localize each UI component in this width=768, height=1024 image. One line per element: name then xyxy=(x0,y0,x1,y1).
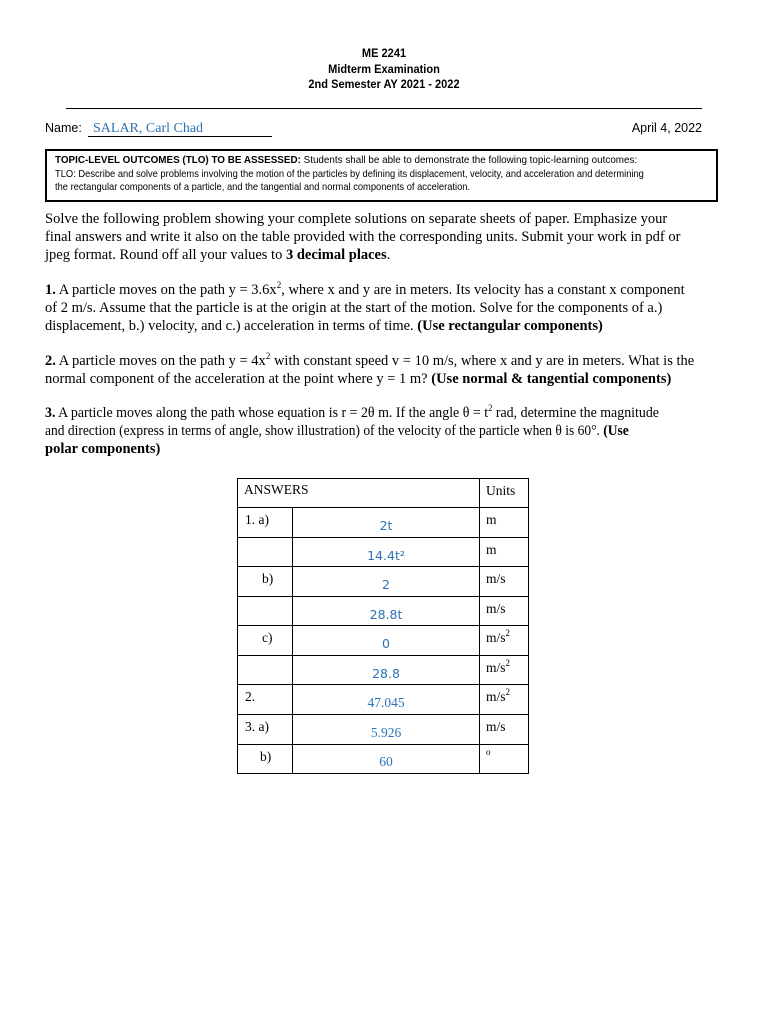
answer-value xyxy=(293,508,480,538)
answer-unit xyxy=(480,538,529,567)
table-row xyxy=(238,597,529,626)
problem-2-exponent: 2 xyxy=(265,351,271,361)
answer-label-text xyxy=(245,656,292,660)
answer-label-text xyxy=(245,597,292,601)
problem-1-text-b: , where x and y are in meters. Its velocity has a constant x component xyxy=(281,282,685,298)
exam-term: 2nd Semester AY 2021 - 2022 xyxy=(308,77,460,91)
answer-label-text: 1. a) xyxy=(245,512,269,527)
answer-value-text: 60 xyxy=(379,754,393,769)
instructions-line-2: final answers and write it also on the table provided with the corresponding units. Submit your work in pdf or xyxy=(45,229,681,245)
answer-unit-text: m xyxy=(486,512,497,527)
answer-label-text: 3. a) xyxy=(245,719,269,734)
problem-3-method-b: polar components) xyxy=(45,441,161,457)
answer-unit-text: m/s xyxy=(486,689,506,704)
problem-2-number: 2. xyxy=(45,353,56,369)
answer-unit xyxy=(480,745,529,774)
table-row xyxy=(238,715,529,745)
problem-3-exponent: 2 xyxy=(488,403,493,413)
problem-1-method: (Use rectangular components) xyxy=(417,318,603,334)
problem-3 xyxy=(45,404,725,458)
answer-label-text: b) xyxy=(262,571,274,586)
answer-label xyxy=(238,626,293,656)
answer-unit-text: m/s xyxy=(486,660,506,675)
problem-3-line-2: and direction (express in terms of angle, show illustration) of the velocity of the particle when θ is 60°. xyxy=(45,423,604,439)
student-name: SALAR, Carl Chad xyxy=(88,121,272,137)
answer-value xyxy=(293,538,480,567)
answer-unit xyxy=(480,508,529,538)
answer-value xyxy=(293,715,480,745)
exam-title: Midterm Examination xyxy=(328,61,440,76)
problem-2-line-2: normal component of the acceleration at the point where y = 1 m? xyxy=(45,371,432,387)
problem-2-text-b: with constant speed v = 10 m/s, where x and y are in meters. What is the xyxy=(270,353,695,369)
answer-unit xyxy=(480,567,529,597)
problem-1-line-2: of 2 m/s. Assume that the particle is at the origin at the start of the motion. Solve for the components of a.) xyxy=(45,300,663,316)
answer-label-text: b) xyxy=(260,749,272,764)
answer-value-text: 2t xyxy=(379,518,393,533)
answer-unit xyxy=(480,656,529,685)
table-row xyxy=(238,626,529,656)
course-code: ME 2241 xyxy=(361,46,407,60)
problem-3-text-a: A particle moves along the path whose equation is r = 2θ m. If the angle θ = t xyxy=(55,405,489,421)
answer-label xyxy=(238,656,293,685)
answer-label-text: c) xyxy=(262,630,273,645)
answer-value-text: 47.045 xyxy=(367,694,405,710)
table-row xyxy=(238,656,529,685)
answer-value-text: 14.4t² xyxy=(367,547,405,563)
answer-value xyxy=(293,567,480,597)
problem-2-text-a: A particle moves on the path y = 4x xyxy=(55,353,266,369)
header-divider xyxy=(66,108,702,109)
answer-unit xyxy=(480,626,529,656)
answer-unit xyxy=(480,597,529,626)
name-label: Name: xyxy=(45,121,82,135)
problem-1 xyxy=(45,281,725,335)
answer-value xyxy=(293,685,480,715)
answers-table-header xyxy=(238,479,529,508)
table-row xyxy=(238,538,529,567)
answer-label-text: 2. xyxy=(245,689,256,704)
answer-value-text: 5.926 xyxy=(370,724,402,740)
answer-unit-text: m xyxy=(486,542,497,557)
answer-label xyxy=(238,745,293,774)
answer-label xyxy=(238,567,293,597)
problem-1-number: 1. xyxy=(45,282,56,298)
answer-value xyxy=(293,626,480,656)
answer-unit xyxy=(480,685,529,715)
answers-table xyxy=(237,478,529,774)
exam-date: April 4, 2022 xyxy=(631,121,702,135)
answer-value xyxy=(293,745,480,774)
tlo-line-3: the rectangular components of a particle, and the tangential and normal components of acceleration. xyxy=(55,181,471,194)
tlo-heading-rest: Students shall be able to demonstrate the following topic-learning outcomes: xyxy=(303,154,638,166)
answer-label xyxy=(238,597,293,626)
instructions-line-3: jpeg format. Round off all your values to xyxy=(45,247,286,263)
decimal-places-emphasis: 3 decimal places xyxy=(285,247,387,263)
table-row xyxy=(238,745,529,774)
problem-3-number: 3. xyxy=(45,405,56,421)
exam-header xyxy=(31,46,738,93)
answer-unit xyxy=(480,715,529,745)
problem-1-exponent: 2 xyxy=(276,280,282,290)
answers-header: ANSWERS xyxy=(238,479,480,508)
name-row xyxy=(45,121,705,139)
answer-unit-exponent: 2 xyxy=(505,658,511,668)
answer-unit-text: m/s xyxy=(486,571,506,586)
answer-value xyxy=(293,597,480,626)
units-header-text: Units xyxy=(486,483,516,498)
table-row xyxy=(238,685,529,715)
answer-value-text: 2 xyxy=(382,577,390,592)
answer-label-text xyxy=(245,538,292,542)
table-row xyxy=(238,567,529,597)
answer-unit-text: m/s xyxy=(486,601,506,616)
units-header xyxy=(480,479,529,508)
problem-2-method: (Use normal & tangential components) xyxy=(431,371,672,387)
instructions-period: . xyxy=(386,247,391,263)
answer-label xyxy=(238,685,293,715)
answer-unit-exponent: 2 xyxy=(505,628,511,638)
answer-unit-text: m/s xyxy=(486,630,506,645)
problem-3-method-a: (Use xyxy=(603,423,629,439)
answer-label xyxy=(238,538,293,567)
answer-value-text: 0 xyxy=(382,636,390,651)
answer-value xyxy=(293,656,480,685)
answer-value-text: 28.8t xyxy=(369,606,403,622)
problem-1-text-a: A particle moves on the path y = 3.6x xyxy=(55,282,277,298)
tlo-line-2: TLO: Describe and solve problems involving the motion of the particles by defining its displacement, velocity, and acceleration and determining xyxy=(55,167,644,180)
instructions-line-1: Solve the following problem showing your complete solutions on separate sheets of paper. Emphasize your xyxy=(45,211,668,227)
problem-3-text-b: rad, determine the magnitude xyxy=(492,405,659,421)
problem-1-line-3: displacement, b.) velocity, and c.) acceleration in terms of time. xyxy=(45,318,418,334)
tlo-box xyxy=(45,149,718,202)
answer-label xyxy=(238,715,293,745)
answer-unit-exponent: 2 xyxy=(505,687,511,697)
instructions xyxy=(45,210,725,264)
answer-unit-text: m/s xyxy=(486,719,506,734)
answer-value-text: 28.8 xyxy=(372,665,400,681)
answer-label xyxy=(238,508,293,538)
table-row xyxy=(238,508,529,538)
degree-symbol: o xyxy=(486,747,491,757)
problem-2 xyxy=(45,352,725,388)
tlo-heading: TOPIC-LEVEL OUTCOMES (TLO) TO BE ASSESSED: xyxy=(55,154,301,166)
